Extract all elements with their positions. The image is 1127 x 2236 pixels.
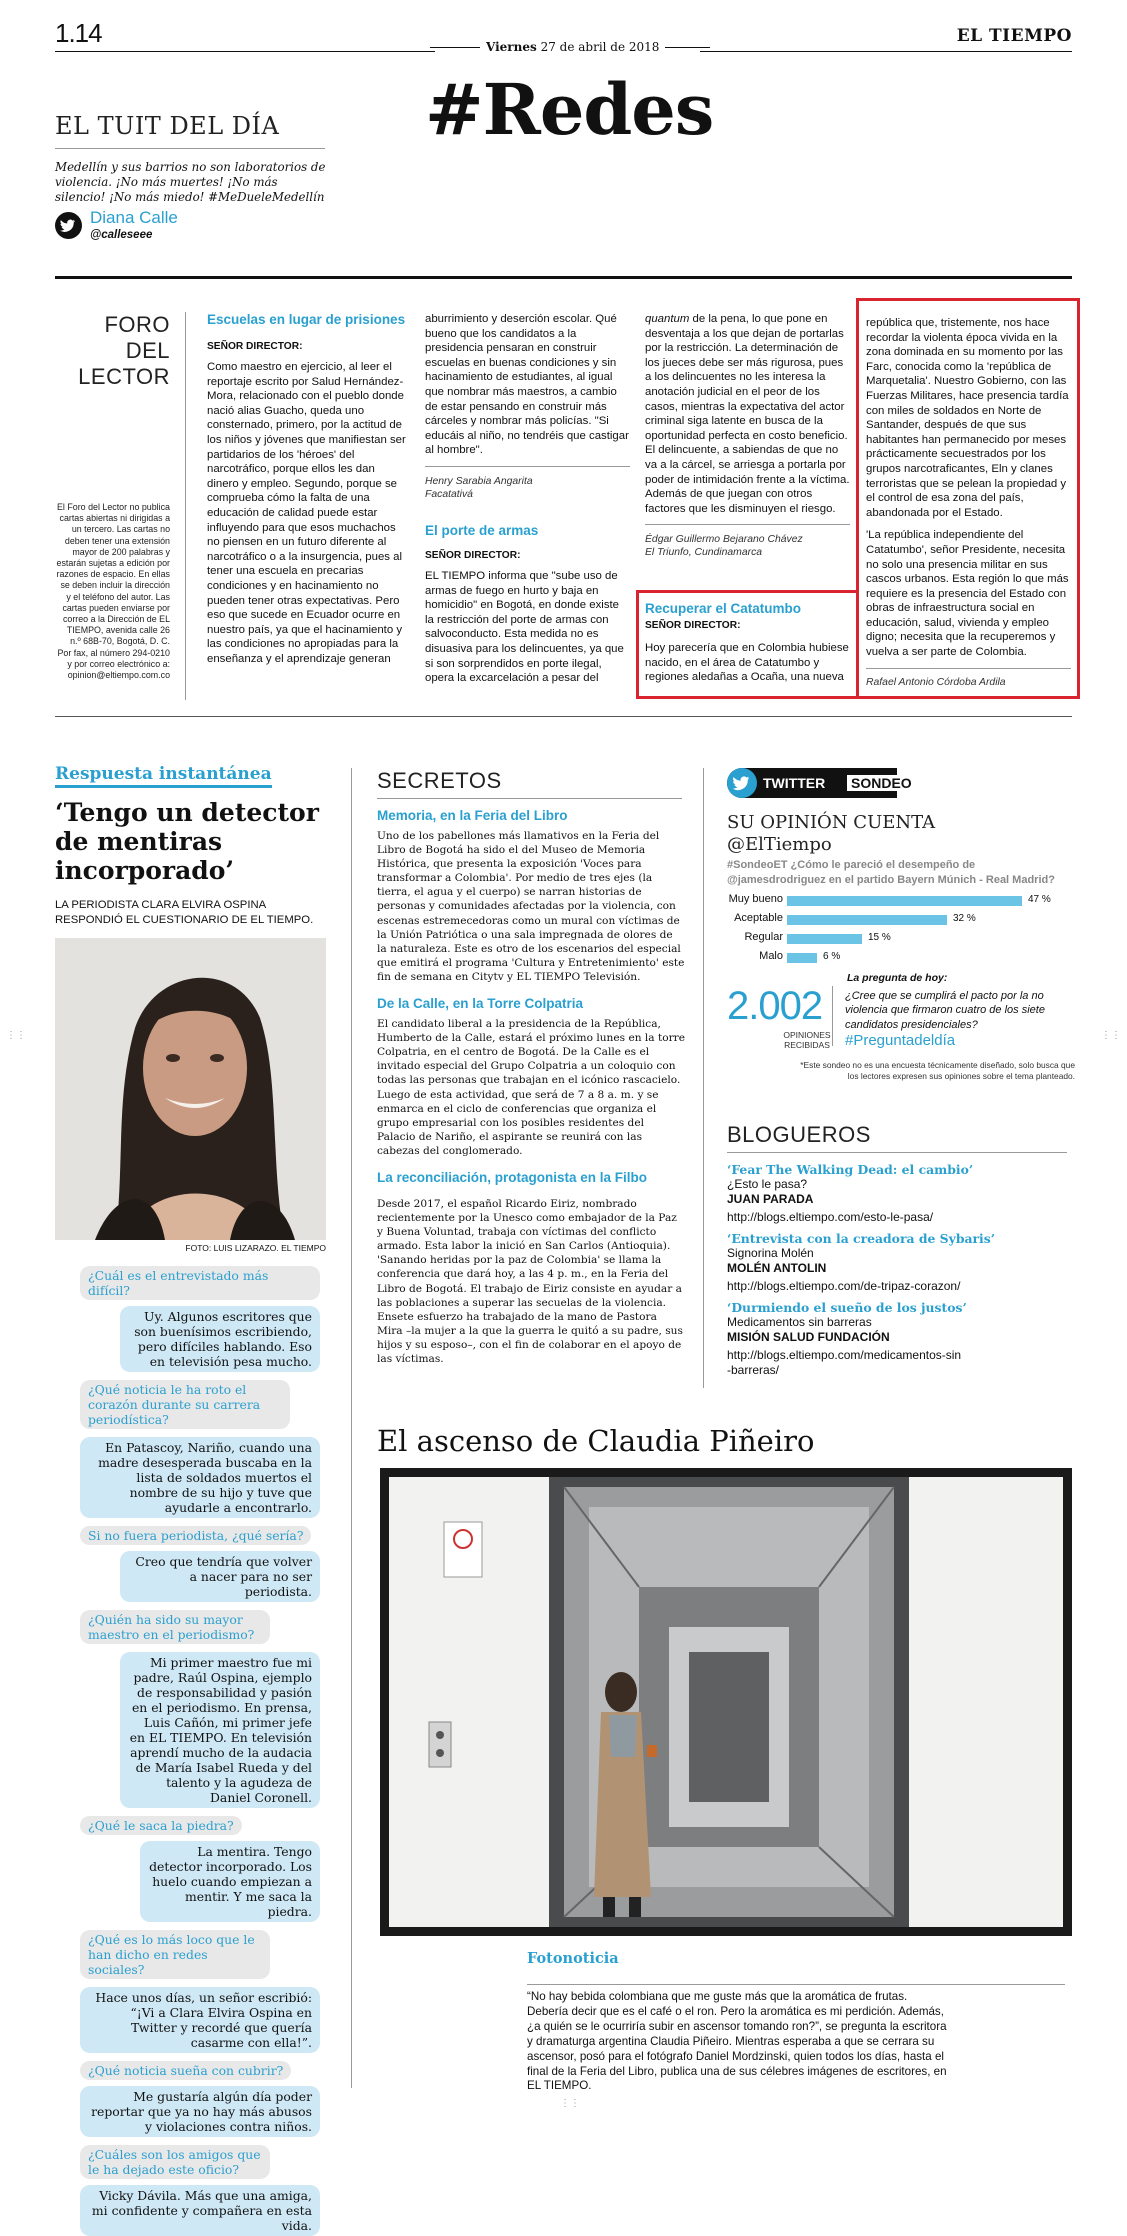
letter-1-place: Facatativá (425, 488, 473, 500)
sondeo-question: #SondeoET ¿Cómo le pareció el desempeño de @jamesdrodriguez en el partido Bayern Múnich - Real Madrid? (727, 859, 1055, 886)
qa-question: Si no fuera periodista, ¿qué sería? (80, 1526, 311, 1545)
photo-credit: FOTO: LUIS LIZARAZO. EL TIEMPO (185, 1243, 326, 1253)
blog-url[interactable]: http://blogs.eltiempo.com/esto-le-pasa/ (727, 1210, 934, 1224)
letter-2-author: Édgar Guillermo Bejarano Chávez (645, 534, 803, 546)
letter-1-author: Henry Sarabia Angarita (425, 475, 533, 487)
respuesta-headline: ‘Tengo un detector de mentiras incorporado’ (55, 798, 319, 885)
respuesta-kicker: Respuesta instantánea (55, 764, 272, 788)
secreto-title: La reconciliación, protagonista en la Filbo (377, 1169, 648, 1185)
secreto-body: Uno de los pabellones más llamativos en la Feria del Libro de Bogotá ha sido el del Museo de Memoria Histórica, que presenta la exposición 'Voces para transformar a Colombia'. Por medio de tres ejes (la tierra, el agua y el cuerpo) se narran historias de personas y comunidades afectadas por la violencia, con escenas estremecedoras como un mural con víctimas de la Unión Patriótica o una sala impregnada de olores de la naturaleza. Este es otro de los escenarios del especial que emitirá el programa 'Cultura y Entretenimiento' este fin de semana en Citytv y EL TIEMPO Televisión. (377, 830, 685, 983)
tuit-author-name[interactable]: Diana Calle (90, 208, 178, 227)
blogueros-heading: BLOGUEROS (727, 1122, 871, 1147)
section-divider (55, 276, 1072, 279)
letter-2-place: El Triunfo, Cundinamarca (645, 547, 763, 559)
blog-author: JUAN PARADA (727, 1192, 814, 1206)
bar-label: Regular (744, 931, 783, 943)
sondeo-disclaimer: *Este sondeo no es una encuesta técnicamente diseñado, solo busca que los lectores expresen sus opiniones sobre el tema planteado. (800, 1060, 1075, 1081)
letter-3-body-b: república que, tristemente, nos hace recordar la violenta época vivida en la zona dominada en su momento por las Farc, conocida como la 'república de Marquetalia'. Nuestro Gobierno, con las Fuerzas Militares, hace presencia tardía con miles de soldados en Norte de Santander, después de que sus habitantes han permanecido por meses prácticamente secuestrados por los grupos narcotraficantes, Eln y clanes terroristas que se pelean la propiedad y el control de esa zona del país, abandonada por el Estado. (866, 317, 1069, 519)
bar-value-label: 32 % (953, 913, 976, 924)
qa-answer: La mentira. Tengo detector incorporado. Los huelo cuando empiezan a mentir. Y me saca la piedra. (140, 1841, 320, 1922)
bar-value-label: 15 % (868, 932, 891, 943)
qa-answer: Hace unos días, un señor escribió: “¡Vi a Clara Elvira Ospina en Twitter y recordé que quería casarme con ella!”. (80, 1987, 320, 2053)
fotonoticia-caption: “No hay bebida colombiana que me guste más que la aromática de frutas. Debería decir que es el café o el ron. Pero la aromática es mi perdición. Además, ¿a quién se le ocurriría subir en ascensor tomando ron?”, se pregunta la escritora y dramaturga argentina Claudia Piñeiro. Mientras esperaba a que se cerrara su ascensor, posó para el fotógrafo Daniel Mordzinski, quien todos los días, hasta el final de la Feria del Libro, publica una de sus célebres imágenes de escritores, en EL TIEMPO. (527, 1990, 947, 2093)
page-number: 1.14 (55, 18, 102, 48)
qa-question: ¿Qué noticia sueña con cubrir? (80, 2061, 291, 2080)
portrait-photo (55, 938, 326, 1240)
blog-name: Signorina Molén (727, 1246, 814, 1260)
qa-question: ¿Qué es lo más loco que le han dicho en redes sociales? (80, 1930, 270, 1979)
twitter-bird-icon (55, 212, 82, 239)
blog-url[interactable]: http://blogs.eltiempo.com/medicamentos-sin -barreras/ (727, 1348, 962, 1377)
qa-question: ¿Qué noticia le ha roto el corazón durante su carrera periodística? (80, 1380, 290, 1429)
blog-author: MOLÉN ANTOLIN (727, 1261, 827, 1275)
blog-name: ¿Esto le pasa? (727, 1177, 808, 1191)
blog-title[interactable]: ‘Entrevista con la creadora de Sybaris’ (727, 1231, 996, 1246)
letter-3-body-c: 'La república independiente del Catatumbo', señor Presidente, necesita no solo una presencia militar en sus cascos urbanos. Esta región lo que más requiere es la presencia del Estado con obras de infraestructura social en educación, salud, vivienda y empleo digno; necesita que la recuperemos y vuelva a ser parte de Colombia. (866, 529, 1069, 659)
letter-3 (645, 601, 850, 685)
qa-answer: Creo que tendría que volver a nacer para no ser periodista. (120, 1551, 320, 1602)
letter-1-body-b: aburrimiento y deserción escolar. Qué bueno que los candidatos a la presidencia pensaran en construir escuelas en buenas condiciones y sin hacinamiento de estudiantes, al igual que nombrar más maestros, a cambio de estar pensando en construir más cárceles y nombrar más policías. "Si educáis al niño, no tendréis que castigar al hombre". (425, 313, 629, 457)
letter-2-salutation: SEÑOR DIRECTOR: (425, 549, 521, 561)
letter-2-title: El porte de armas (425, 522, 539, 538)
letter-1-cont (425, 312, 630, 686)
secretos-list (377, 808, 685, 1366)
secreto-body: El candidato liberal a la presidencia de la República, Humberto de la Calle, estará el próximo lunes en la torre Colpatria, en el centro de Bogotá. De la Calle es el invitado especial del Grupo Colpatria a un coloquio con todas las personas que trabajan en el icónico rascacielo. Luego de esta actividad, que será de 7 a 8 a. m. y se enmarca en el ciclo de conferencias que organiza el grupo empresarial con los posibles residentes del Palacio de Nariño, el aspirante se reunirá con las cabezas del conglomerado. (377, 1018, 686, 1157)
letter-2-body-a: EL TIEMPO informa que "sube uso de armas de fuego en hurto y baja en homicidio" en Bogotá, en donde existe la restricción del porte de armas con salvoconducto. Esta medida no es disuasiva para los delincuentes, ya que si son sorprendidos en porte ilegal, opera la excarcelación a pesar del (425, 569, 624, 685)
bar (787, 934, 862, 944)
qa-answer: En Patascoy, Nariño, cuando una madre desesperada buscaba en la lista de soldados muertos el nombre de su hijo y tuve que ayudarle a encontrarlo. (80, 1437, 320, 1518)
date-rest: 27 de abril de 2018 (540, 40, 660, 54)
blog-title[interactable]: ‘Durmiendo el sueño de los justos’ (727, 1300, 967, 1315)
brand-logo: EL TIEMPO (956, 26, 1072, 46)
letter-2-body-b: quantum de la pena, lo que pone en desventaja a los que dejan de portarlas por la restricción. La determinación de los jueces debe ser más rigurosa, pues a los delincuentes no les interesa la anotación judicial en el peor de los casos, mientras la expectativa del actor criminal siga latente en busca de la oportunidad perfecta en costo beneficio. El delincuente, a sabiendas de que no va a la cárcel, se arriesga a portarla por poder de intimidación frente a la víctima. Además de que juegan con otros factores que les disminuyen el riesgo. (645, 313, 850, 515)
letter-3-cont (866, 316, 1071, 689)
next-question-label: La pregunta de hoy: (847, 972, 948, 984)
secreto-body: Desde 2017, el español Ricardo Eiriz, nombrado recientemente por la Unesco como embajador de la Paz y Buena Voluntad, trabaja con víctimas del conflicto armado. Esta labor la inició en San Carlos (Antioquia). 'Sanando heridas por la paz de Colombia' se llama la conferencia que dará hoy, a las 4 p. m., en la Feria del Libro de Bogotá. El trabajo de Eiriz consiste en ayudar a las poblaciones a superar las secuelas de la violencia. Ensete esfuerzo ha trabajado de la mano de Pastora Mira –la mujer a la que la guerra le quitó a su padre, sus hijos y su esposo–, con el fin de colaborar en el apoyo de las víctimas. (377, 1197, 683, 1365)
masthead-date (480, 40, 665, 54)
secreto-title: De la Calle, en la Torre Colpatria (377, 996, 584, 1012)
blog-name: Medicamentos sin barreras (727, 1315, 872, 1329)
next-question: ¿Cree que se cumplirá el pacto por la no violencia que firmaron cuatro de los siete candidatos presidenciales? (845, 990, 1045, 1031)
fold-marker: ⋮⋮ (560, 2098, 580, 2109)
tuit-heading: EL TUIT DEL DÍA (55, 112, 280, 140)
elevator-photo (380, 1468, 1072, 1936)
blog-title[interactable]: ‘Fear The Walking Dead: el cambio’ (727, 1162, 974, 1177)
qa-answer: Vicky Dávila. Más que una amiga, mi confidente y compañera en esta vida. (80, 2185, 320, 2236)
letter-3-body-a: Hoy parecería que en Colombia hubiese nacido, en el área de Catatumbo y regiones aledañas a Ocaña, una nueva (645, 642, 849, 684)
letter-2-cont (645, 312, 850, 559)
fold-marker: ⋮⋮ (6, 1030, 26, 1041)
sondeo-chart (727, 894, 1077, 974)
bar-label: Malo (759, 950, 783, 962)
foto-headline: El ascenso de Claudia Piñeiro (377, 1424, 815, 1458)
letter-1-salutation: SEÑOR DIRECTOR: (207, 341, 303, 352)
sondeo-title: SU OPINIÓN CUENTA @ElTiempo (727, 812, 936, 855)
tuit-text: Medellín y sus barrios no son laboratorios de violencia. ¡No más muertes! ¡No más silencio! ¡No más miedo! #MeDueleMedellín (55, 160, 326, 204)
qa-question: ¿Cuál es el entrevistado más difícil? (80, 1266, 320, 1300)
qa-answer: Uy. Algunos escritores que son buenísimos escribiendo, pero difíciles hablando. Eso en televisión pesa mucho. (120, 1306, 320, 1372)
tuit-author-handle[interactable]: @calleseee (90, 229, 153, 241)
bar-label: Muy bueno (728, 893, 783, 905)
qa-question: ¿Quién ha sido su mayor maestro en el periodismo? (80, 1610, 270, 1644)
sondeo-total-label: OPINIONES RECIBIDAS (783, 1030, 831, 1050)
letter-3-title: Recuperar el Catatumbo (645, 601, 802, 616)
qa-answer: Me gustaría algún día poder reportar que ya no hay más abusos y violaciones contra niños. (80, 2086, 320, 2137)
sondeo-label: SONDEO (847, 775, 916, 791)
letter-1-title: Escuelas en lugar de prisiones (207, 312, 406, 327)
secretos-heading: SECRETOS (377, 768, 502, 793)
blog-author: MISIÓN SALUD FUNDACIÓN (727, 1330, 890, 1344)
foro-heading: FORO DEL LECTOR (78, 312, 170, 389)
fold-marker: ⋮⋮ (1101, 1030, 1121, 1041)
letter-3-salutation: SEÑOR DIRECTOR: (645, 620, 741, 631)
letter-1-body-a: Como maestro en ejercicio, al leer el reportaje escrito por Salud Hernández-Mora, relacionado con el pueblo donde nació alias Guacho, queda uno consternado, primero, por la actitud de los niños y jóvenes que manifiestan ser partidarios de los 'héroes' del narcotráfico, porque ellos les dan dinero y empleo. Segundo, porque se comprueba cómo la falta de una educación de calidad puede estar influyendo para que esos muchachos no piensen en un futuro diferente al narcotráfico o a la insurgencia, pues al tener una escuela en precarias condiciones y en hacinamiento no pueden tener otras expectativas. Pero eso que sucede en Ecuador ocurre en nuestro país, ya que el hacinamiento y las condiciones no apropiadas para la enseñanza y el aprendizaje generan (207, 361, 406, 665)
bar-label: Aceptable (734, 912, 783, 924)
bar-value-label: 6 % (823, 951, 841, 962)
sondeo-total: 2.002 (727, 984, 823, 1028)
letter-1 (207, 312, 409, 666)
qa-answer: Mi primer maestro fue mi padre, Raúl Ospina, ejemplo de responsabilidad y pasión en el periodismo. En prensa, Luis Cañón, mi primer jefe en EL TIEMPO. En televisión aprendí mucho de la audacia de María Isabel Rueda y del talento y la agudeza de Daniel Coronell. (120, 1652, 320, 1808)
fotonoticia-kicker: Fotonoticia (527, 1950, 619, 1967)
blog-list (727, 1162, 1067, 1378)
bar (787, 953, 817, 963)
twitter-bird-icon (727, 768, 757, 798)
foro-note: El Foro del Lector no publica cartas abiertas ni dirigidas a un tercero. Las cartas no deben tener una extensión mayor de 200 palabras y estarán sujetas a edición por razones de espacio. En ellas se deben incluir la dirección y el teléfono del autor. Las cartas pueden enviarse por correo a la Dirección de EL TIEMPO, avenida calle 26 n.º 68B-70, Bogotá, D. C. Por fax, al número 294-0210 y por correo electrónico a: opinion@eltiempo.com.co (56, 502, 170, 681)
qa-question: ¿Qué le saca la piedra? (80, 1816, 242, 1835)
bar (787, 915, 947, 925)
next-hashtag[interactable]: #Preguntadeldía (845, 1032, 956, 1049)
date-day: Viernes (486, 40, 537, 54)
secreto-title: Memoria, en la Feria del Libro (377, 808, 568, 823)
bar (787, 896, 1022, 906)
letter-3-author: Rafael Antonio Córdoba Ardila (866, 676, 1006, 688)
blog-url[interactable]: http://blogs.eltiempo.com/de-tripaz-corazon/ (727, 1279, 961, 1293)
qa-question: ¿Cuáles son los amigos que le ha dejado este oficio? (80, 2145, 270, 2179)
section-title: #Redes (425, 68, 714, 151)
bar-value-label: 47 % (1028, 894, 1051, 905)
respuesta-deck: LA PERIODISTA CLARA ELVIRA OSPINA RESPONDIÓ EL CUESTIONARIO DE EL TIEMPO. (55, 899, 314, 926)
qa-list (80, 1262, 320, 2236)
twitter-badge-label: TWITTER (763, 775, 826, 791)
